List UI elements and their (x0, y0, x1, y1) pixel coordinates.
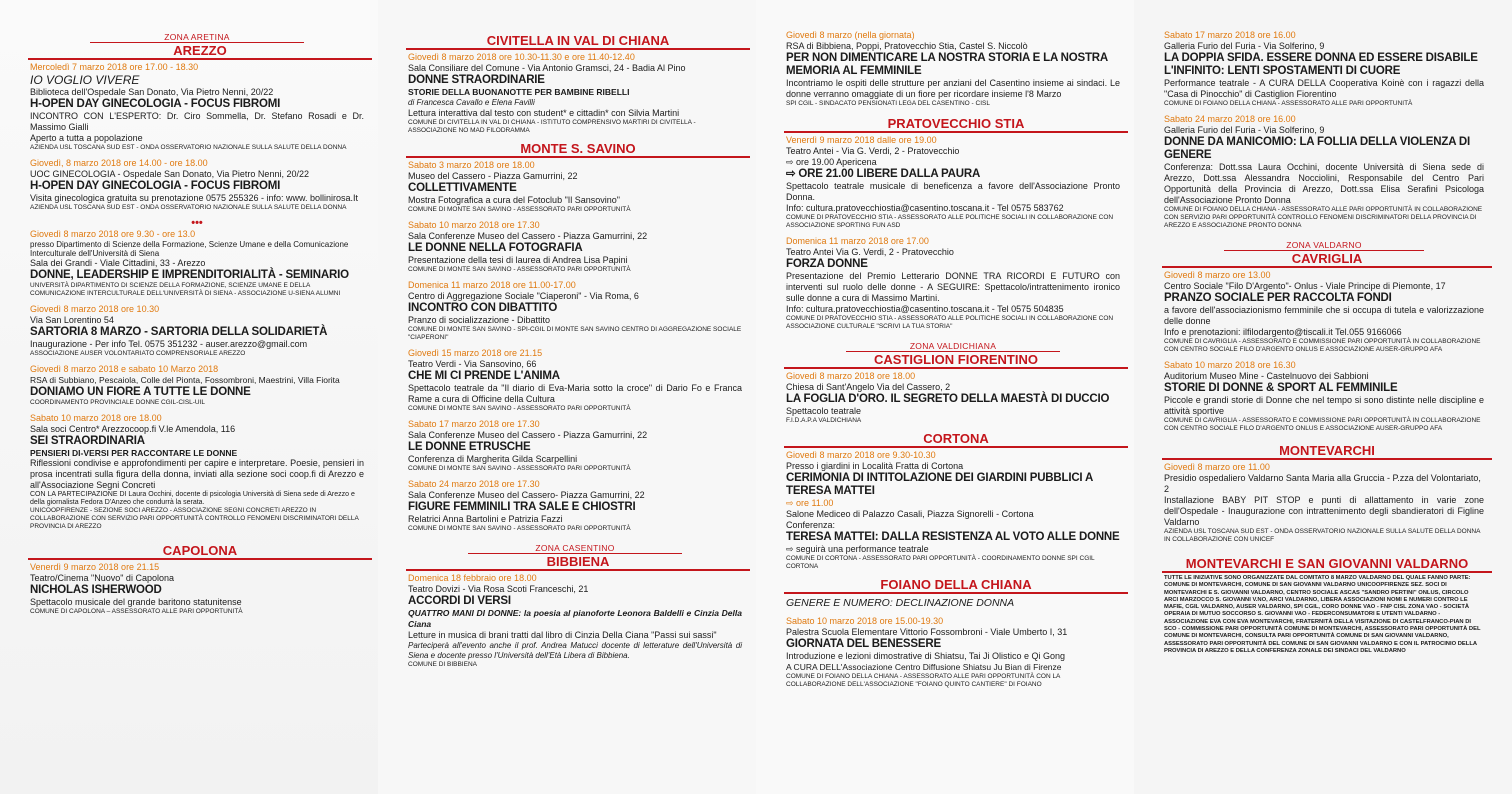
column-2 (378, 0, 756, 794)
event: Sabato 10 marzo 2018 ore 16.30 Auditorium Museo Mine - Castelnuovo dei Sabbioni STORIE DI DONNE & SPORT AL FEMMINILE Piccole e grandi storie di Donne che nel tempo si sono distinte nelle discipline e attività sportive COMUNE DI CAVRIGLIA - ASSESSORATO E COMMISSIONE PARI OPPORTUNITÀ IN COLLABORAZIONE CON CENTRO SOCIALE FILO D'ARGENTO ONLUS E ASSOCIAZIONE AUSER-GRUPPO AFA (1164, 360, 1484, 432)
event: Venerdì 9 marzo 2018 dalle ore 19.00 Teatro Antei - Via G. Verdi, 2 - Pratovecchio ⇨ ore 19.00 Apericena ⇨ ORE 21.00 LIBERE DALLA PAURA Spettacolo teatrale musicale di beneficenza a favore dell'Associazione Pronto Donna. Info: cultura.pratovecchiostia@casentino.toscana.it - Tel 0575 583762 COMUNE DI PRATOVECCHIO STIA - ASSESSORATO ALLE POLITICHE SOCIALI IN COLLABORAZIONE CON ASSOCIAZIONE SPORTING FUN ASD (786, 135, 1120, 229)
event: Sabato 10 marzo 2018 ore 17.30 Sala Conferenze Museo del Cassero - Piazza Gamurrini, 22 LE DONNE NELLA FOTOGRAFIA Presentazione della tesi di laurea di Andrea Lisa Papini COMUNE DI MONTE SAN SAVINO - ASSESSORATO PARI OPPORTUNITÀ (408, 220, 648, 273)
zone-aretina: ZONA ARETINA (90, 32, 304, 43)
column-4 (1134, 0, 1512, 794)
event: Domenica 18 febbraio ore 18.00 Teatro Dovizi - Via Rosa Scoti Franceschi, 21 ACCORDI DI VERSI QUATTRO MANI DI DONNE: la poesia al pianoforte Leonora Baldelli e Cinzia Della Ciana Letture in musica di brani tratti dal libro di Cinzia Della Ciana "Passi sui sassi" Parteciperà all'evento anche il prof. Andrea Matucci docente di letterature dell'Università di Siena e docente presso l'Università dell'Età Libera di Bibbiena. COMUNE DI BIBBIENA (408, 573, 742, 668)
event: Giovedì 8 marzo 2018 ore 9.30 - ore 13.0 presso Dipartimento di Scienze della Formazione, Scienze Umane e della Comunicazione Interculturale dell'Università di Siena Sala dei Grandi - Viale Cittadini, 33 - Arezzo DONNE, LEADERSHIP E IMPRENDITORIALITÀ - SEMINARIO UNIVERSITÀ DIPARTIMENTO DI SCIENZE DELLA FORMAZIONE, SCIENZE UMANE E DELLA COMUNICAZIONE INTERCULTURALE DELL'UNIVERSITÀ DI SIENA - ASSOCIAZIONE U-SIENA ALUMNI (30, 229, 349, 297)
zone-valdarno: ZONA VALDARNO (1224, 240, 1424, 251)
event: Giovedì 8 marzo 2018 ore 9.30-10.30 Presso i giardini in Località Fratta di Cortona CERIMONIA DI INTITOLAZIONE DEI GIARDINI PUBBLICI A TERESA MATTEI ⇨ ore 11.00 Salone Mediceo di Palazzo Casali, Piazza Signorelli - Cortona Conferenza: TERESA MATTEI: DALLA RESISTENZA AL VOTO ALLE DONNE ⇨ seguirà una performance teatrale COMUNE DI CORTONA - ASSESSORATO PARI OPPORTUNITÀ - COORDINAMENTO DONNE SPI CGIL CORTONA (786, 450, 1120, 570)
event: Giovedì 8 marzo 2018 ore 10.30 Via San Lorentino 54 SARTORIA 8 MARZO - SARTORIA DELLA SOLIDARIETÀ Inaugurazione - Per info Tel. 0575 351232 - auser.arezzo@gmail.com ASSOCIAZIONE AUSER VOLONTARIATO COMPRENSORIALE AREZZO (30, 304, 328, 357)
city-pratovecchio-stia: PRATOVECCHIO STIA (784, 116, 1128, 133)
organizers-footer: TUTTE LE INIZIATIVE SONO ORGANIZZATE DAL COMITATO 8 MARZO VALDARNO DEL QUALE FANNO PARTE: COMUNE DI MONTEVARCHI, COMUNE DI SAN GIOVANNI VALDARNO UNICOOPFIRENZE SEZ. SOCI DI MONTEVARCHI E S. GIOVANNI VALDARNO, CENTRO SOCIALE ASCAS "SANDRO PERTINI" ONLUS, CIRCOLO ARCI MARZOCCO S. GIOVANNI V.NO, ARCI VALDARNO, LIBERA ASSOCIAZIONI NOMI E NUMERI CONTRO LE MAFIE, CGIL VALDARNO, AUSER VALDARNO, SPI CGIL, CORO DONNE VAO - FNP CISL ZONA VAO - SOCIETÀ OPERAIA DI MUTUO SOCCORSO S. GIOVANNI VAO - FEDERCONSUMATORI E UTENTI VALDARNO - ASSOCIAZIONE EVA CON EVA MONTEVARCHI, FRATERNITÀ DELLA VISITAZIONE DI CASTELFRANCO-PIAN DI SCO - COMMISSIONE PARI OPPORTUNITÀ COMUNE DI MONTEVARCHI, ASSESSORATO PARI OPPORTUNITÀ DEL COMUNE DI MONTEVARCHI, CONSULTA PARI OPPORTUNITÀ COMUNE DI SAN GIOVANNI VALDARNO, ASSESSORATO PARI OPPORTUNITÀ DEL COMUNE DI SAN GIOVANNI VALDARNO E CON IL PATROCINIO DELLA PROVINCIA DI AREZZO E DELLA CONFERENZA ZONALE DEI SINDACI DEL VALDARNO (1164, 575, 1481, 654)
event: Giovedì 8 marzo 2018 e sabato 10 Marzo 2018 RSA di Subbiano, Pescaiola, Colle del Pionta, Fossombroni, Maestrini, Villa Fiorita DONIAMO UN FIORE A TUTTE LE DONNE COORDINAMENTO PROVINCIALE DONNE CGIL-CISL-UIL (30, 364, 340, 406)
zone-casentino: ZONA CASENTINO (468, 543, 682, 554)
column-1 (0, 0, 378, 794)
event: Sabato 17 marzo 2018 ore 16.00 Galleria Furio del Furia - Via Solferino, 9 LA DOPPIA SFIDA. ESSERE DONNA ED ESSERE DISABILE L'INFINITO: LENTI SPOSTAMENTI DI CUORE Performance teatrale - A CURA DELLA Cooperativa Koinè con i ragazzi della "Casa di Pinocchio" di Castiglion Fiorentino COMUNE DI FOIANO DELLA CHIANA - ASSESSORATO ALLE PARI OPPORTUNITÀ (1164, 30, 1484, 107)
city-bibbiena: BIBBIENA (406, 554, 750, 571)
city-capolona: CAPOLONA (28, 543, 372, 560)
event: Mercoledì 7 marzo 2018 ore 17.00 - 18.30 IO VOGLIO VIVERE Biblioteca dell'Ospedale San Donato, Via Pietro Nenni, 20/22 H-OPEN DAY GINECOLOGIA - FOCUS FIBROMI INCONTRO CON L'ESPERTO: Dr. Ciro Sommella, Dr. Stefano Rosadi e Dr. Massimo Gialli Aperto a tutta a popolazione AZIENDA USL TOSCANA SUD EST - ONDA OSSERVATORIO NAZIONALE SULLA SALUTE DELLA DONNA (30, 62, 364, 151)
city-foiano: FOIANO DELLA CHIANA (784, 577, 1128, 594)
event: Giovedì 15 marzo 2018 ore 21.15 Teatro Verdi - Via Sansovino, 66 CHE MI CI PRENDE L'ANIMA Spettacolo teatrale da "Il diario di Eva-Maria sotto la croce" di Dario Fo e Franca Rame a cura di Officine della Cultura COMUNE DI MONTE SAN SAVINO - ASSESSORATO PARI OPPORTUNITÀ (408, 348, 742, 412)
city-cortona: CORTONA (784, 431, 1128, 448)
section-tagline: GENERE E NUMERO: DECLINAZIONE DONNA (786, 597, 1015, 609)
event: Giovedì 8 marzo 2018 ore 10.30-11.30 e ore 11.40-12.40 Sala Consiliare del Comune - Via Antonio Gramsci, 24 - Badia Al Pino DONNE STRAORDINARIE STORIE DELLA BUONANOTTE PER BAMBINE RIBELLI di Francesca Cavallo e Elena Favilli Lettura interattiva dal testo con student* e cittadin* con Silvia Martini COMUNE DI CIVITELLA IN VAL DI CHIANA - ISTITUTO COMPRENSIVO MARTIRI DI CIVITELLA - ASSOCIAZIONE NO MAD FILODRAMMA (408, 52, 696, 134)
event: Sabato 24 marzo 2018 ore 17.30 Sala Conferenze Museo del Cassero- Piazza Gamurrini, 22 FIGURE FEMMINILI TRA SALE E CHIOSTRI Relatrici Anna Bartolini e Patrizia Fazzi COMUNE DI MONTE SAN SAVINO - ASSESSORATO PARI OPPORTUNITÀ (408, 479, 645, 532)
event: Venerdì 9 marzo 2018 ore 21.15 Teatro/Cinema "Nuovo" di Capolona NICHOLAS ISHERWOOD Spettacolo musicale del grande baritono statunitense COMUNE DI CAPOLONA – ASSESSORATO ALLE PARI OPPORTUNITÀ (30, 562, 243, 615)
event: Sabato 24 marzo 2018 ore 16.00 Galleria Furio del Furia - Via Solferino, 9 DONNE DA MANICOMIO: LA FOLLIA DELLA VIOLENZA DI GENERE Conferenza: Dott.ssa Laura Occhini, docente Università di Siena sede di Arezzo, Dott.ssa Alessandra Nocciolini, Responsabile del Centro Pari Opportunità della Provincia di Arezzo, Dott.ssa Elisa Serafini Psicologa dell'Associazione Pronto Donna COMUNE DI FOIANO DELLA CHIANA - ASSESSORATO ALLE PARI OPPORTUNITÀ IN COLLABORAZIONE CON SERVIZIO PARI OPPORTUNITÀ CONTROLLO FENOMENI DISCRIMINATORI DELLA PROVINCIA DI AREZZO E ASSOCIAZIONE PRONTO DONNA (1164, 114, 1484, 229)
event: Domenica 11 marzo 2018 ore 11.00-17.00 Centro di Aggregazione Sociale "Ciaperoni" - Via Roma, 6 INCONTRO CON DIBATTITO Pranzo di socializzazione - Dibattito COMUNE DI MONTE SAN SAVINO - SPI-CGIL DI MONTE SAN SAVINO CENTRO DI AGGREGAZIONE SOCIALE "CIAPERONI" (408, 280, 742, 341)
event: Domenica 11 marzo 2018 ore 17.00 Teatro Antei Via G. Verdi, 2 - Pratovecchio FORZA DONNE Presentazione del Premio Letterario DONNE TRA RICORDI E FUTURO con interventi sul ruolo delle donne - A SEGUIRE: Spettacolo/intrattenimento ironico sulle donne a cura di Massimo Martini. Info: cultura.pratovecchiostia@casentino.toscana.it - Tel 0575 504835 COMUNE DI PRATOVECCHIO STIA - ASSESSORATO ALLE POLITICHE SOCIALI IN COLLABORAZIONE CON ASSOCIAZIONE CULTURALE "SCRIVI LA TUA STORIA" (786, 236, 1120, 330)
column-3 (756, 0, 1134, 794)
city-monte-san-savino: MONTE S. SAVINO (406, 141, 750, 158)
separator-dots: ••• (191, 217, 203, 229)
city-montevarchi-san-giovanni: MONTEVARCHI E SAN GIOVANNI VALDARNO (1162, 556, 1492, 573)
event: Sabato 17 marzo 2018 ore 17.30 Sala Conferenze Museo del Cassero - Piazza Gamurrini, 22 LE DONNE ETRUSCHE Conferenza di Margherita Gilda Scarpellini COMUNE DI MONTE SAN SAVINO - ASSESSORATO PARI OPPORTUNITÀ (408, 419, 648, 472)
city-arezzo: AREZZO (28, 43, 372, 60)
zone-valdichiana: ZONA VALDICHIANA (846, 341, 1060, 352)
event: Sabato 10 marzo 2018 ore 15.00-19.30 Palestra Scuola Elementare Vittorio Fossombroni - Viale Umberto I, 31 GIORNATA DEL BENESSERE Introduzione e lezioni dimostrative di Shiatsu, Tai Ji Olistico e Qi Gong A CURA DELL'Associazione Centro Diffusione Shiatsu Ju Bian di Firenze COMUNE DI FOIANO DELLA CHIANA - ASSESSORATO ALLE PARI OPPORTUNITÀ CON LA COLLABORAZIONE DELL'ASSOCIAZIONE "FOIANO QUINTO CANTIERE" DI FOIANO (786, 616, 1068, 688)
city-civitella: CIVITELLA IN VAL DI CHIANA (406, 33, 750, 50)
event: Giovedì 8 marzo ore 11.00 Presidio ospedaliero Valdarno Santa Maria alla Gruccia - P.zza del Volontariato, 2 Installazione BABY PIT STOP e punti di allattamento in varie zone dell'Ospedale - Inaugurazione con intrattenimento degli sbandieratori di Figline Valdarno AZIENDA USL TOSCANA SUD EST - ONDA OSSERVATORIO NAZIONALE SULLA SALUTE DELLA DONNA IN COLLABORAZIONE CON UNICEF (1164, 462, 1484, 543)
event: Giovedì 8 marzo ore 13.00 Centro Sociale "Filo D'Argento"- Onlus - Viale Principe di Piemonte, 17 PRANZO SOCIALE PER RACCOLTA FONDI a favore dell'associazionismo femminile che si occupa di tutela e valorizzazione delle donne Info e prenotazioni: ilfilodargento@tiscali.it Tel.055 9166066 COMUNE DI CAVRIGLIA - ASSESSORATO E COMMISSIONE PARI OPPORTUNITÀ IN COLLABORAZIONE CON CENTRO SOCIALE FILO D'ARGENTO ONLUS E ASSOCIAZIONE AUSER-GRUPPO AFA (1164, 270, 1484, 353)
event: Giovedì, 8 marzo 2018 ore 14.00 - ore 18.00 UOC GINECOLOGIA - Ospedale San Donato, Via Pietro Nenni, 20/22 H-OPEN DAY GINECOLOGIA - FOCUS FIBROMI Visita ginecologica gratuita su prenotazione 0575 255326 - info: www. bollinirosa.It AZIENDA USL TOSCANA SUD EST - ONDA OSSERVATORIO NAZIONALE SULLA SALUTE DELLA DONNA (30, 158, 359, 211)
event: Sabato 3 marzo 2018 ore 18.00 Museo del Cassero - Piazza Gamurrini, 22 COLLETTIVAMENTE Mostra Fotografica a cura del Fotoclub "Il Sansovino" COMUNE DI MONTE SAN SAVINO - ASSESSORATO PARI OPPORTUNITÀ (408, 160, 631, 213)
city-cavriglia: CAVRIGLIA (1162, 251, 1492, 268)
event: Giovedì 8 marzo 2018 ore 18.00 Chiesa di Sant'Angelo Via del Cassero, 2 LA FOGLIA D'ORO. IL SEGRETO DELLA MAESTÀ DI DUCCIO Spettacolo teatrale F.I.D.A.P.A VALDICHIANA (786, 371, 1110, 424)
event: Giovedì 8 marzo (nella giornata) RSA di Bibbiena, Poppi, Pratovecchio Stia, Castel S. Niccolò PER NON DIMENTICARE LA NOSTRA STORIA E LA NOSTRA MEMORIA AL FEMMINILE Incontriamo le ospiti delle strutture per anziani del Casentino insieme ai sindaci. Le donne verranno omaggiate di un fiore per ricordare insieme l'8 Marzo SPI CGIL - SINDACATO PENSIONATI LEGA DEL CASENTINO - CISL (786, 30, 1120, 107)
city-castiglion-fiorentino: CASTIGLION FIORENTINO (784, 352, 1128, 369)
city-montevarchi: MONTEVARCHI (1162, 443, 1492, 460)
event: Sabato 10 marzo 2018 ore 18.00 Sala soci Centro* Arezzocoop.fi V.le Amendola, 116 SEI STRAORDINARIA PENSIERI DI-VERSI PER RACCONTARE LE DONNE Riflessioni condivise e approfondimenti per capire e interpretare. Poesie, pensieri in prosa incentrati sulla figura della donna, inviati alla sezione soci coop.fi di Arezzo e all'Associazione Segni Concreti CON LA PARTECIPAZIONE DI Laura Occhini, docente di psicologia Università di Siena sede di Arezzo e della giornalista Fedora D'Anzeo che condurrà la serata. UNICOOPFIRENZE - SEZIONE SOCI AREZZO - ASSOCIAZIONE SEGNI CONCRETI AREZZO IN COLLABORAZIONE CON SERVIZIO PARI OPPORTUNITÀ CONTROLLO FENOMENI DISCRIMINATORI DELLA PROVINCIA DI AREZZO (30, 413, 364, 530)
